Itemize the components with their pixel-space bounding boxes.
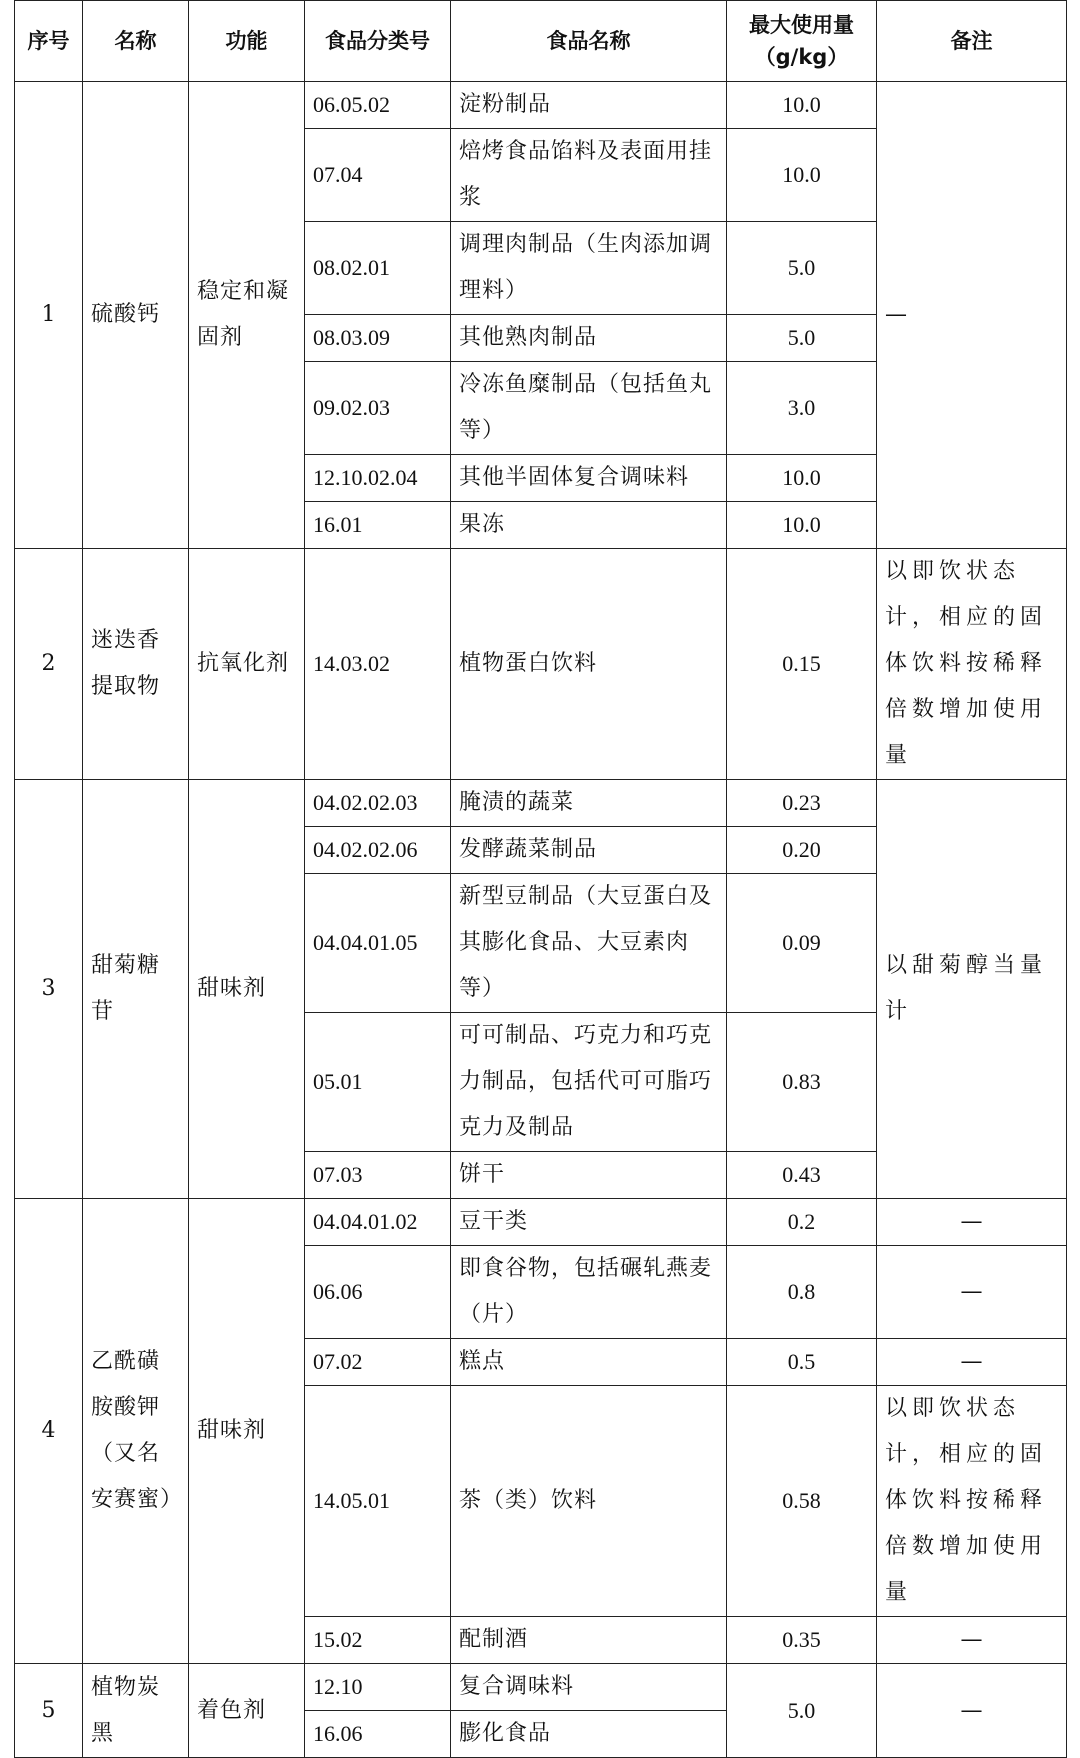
category-code: 04.02.02.06: [305, 827, 451, 874]
max-usage: 0.35: [727, 1617, 877, 1664]
max-usage: 0.2: [727, 1199, 877, 1246]
food-name: 豆干类: [451, 1199, 727, 1246]
max-usage: 10.0: [727, 455, 877, 502]
header-category-code: 食品分类号: [305, 1, 451, 82]
table-row: [15, 1664, 1067, 1711]
row-remark: 以即饮状态计，相应的固体饮料按稀释倍数增加使用量: [877, 1386, 1067, 1617]
food-name: 膨化食品: [451, 1711, 727, 1758]
max-usage: 5.0: [727, 1664, 877, 1758]
category-code: 07.02: [305, 1339, 451, 1386]
group-function: 着色剂: [189, 1664, 305, 1758]
food-name: 饼干: [451, 1152, 727, 1199]
food-name: 即食谷物，包括碾轧燕麦（片）: [451, 1246, 727, 1339]
row-remark: —: [877, 1246, 1067, 1339]
category-code: 14.05.01: [305, 1386, 451, 1617]
category-code: 04.02.02.03: [305, 780, 451, 827]
max-usage: 5.0: [727, 222, 877, 315]
group-function: 甜味剂: [189, 1199, 305, 1664]
group-remark: 以甜菊醇当量计: [877, 780, 1067, 1199]
group-remark: —: [877, 82, 1067, 549]
header-food-name: 食品名称: [451, 1, 727, 82]
additive-table-wrapper: [14, 0, 1067, 1758]
food-name: 腌渍的蔬菜: [451, 780, 727, 827]
food-name: 配制酒: [451, 1617, 727, 1664]
max-usage: 0.8: [727, 1246, 877, 1339]
food-name: 其他熟肉制品: [451, 315, 727, 362]
group-name: 植物炭黑: [83, 1664, 189, 1758]
group-seq: 4: [15, 1199, 83, 1664]
food-name: 冷冻鱼糜制品（包括鱼丸等）: [451, 362, 727, 455]
food-name: 新型豆制品（大豆蛋白及其膨化食品、大豆素肉等）: [451, 874, 727, 1013]
header-max-usage-unit: （g/kg）: [754, 45, 849, 69]
food-name: 可可制品、巧克力和巧克力制品，包括代可可脂巧克力及制品: [451, 1013, 727, 1152]
food-name: 复合调味料: [451, 1664, 727, 1711]
header-max-usage-label: 最大使用量: [749, 13, 854, 37]
category-code: 06.05.02: [305, 82, 451, 129]
category-code: 15.02: [305, 1617, 451, 1664]
group-seq: 1: [15, 82, 83, 549]
food-name: 果冻: [451, 502, 727, 549]
max-usage: 0.20: [727, 827, 877, 874]
food-name: 植物蛋白饮料: [451, 549, 727, 780]
max-usage: 10.0: [727, 82, 877, 129]
max-usage: 10.0: [727, 502, 877, 549]
food-name: 淀粉制品: [451, 82, 727, 129]
category-code: 09.02.03: [305, 362, 451, 455]
row-remark: —: [877, 1199, 1067, 1246]
group-name: 乙酰磺胺酸钾（又名安赛蜜）: [83, 1199, 189, 1664]
group-name: 甜菊糖苷: [83, 780, 189, 1199]
food-name: 发酵蔬菜制品: [451, 827, 727, 874]
category-code: 04.04.01.02: [305, 1199, 451, 1246]
header-function: 功能: [189, 1, 305, 82]
max-usage: 0.58: [727, 1386, 877, 1617]
food-name: 糕点: [451, 1339, 727, 1386]
group-seq: 5: [15, 1664, 83, 1758]
header-seq: 序号: [15, 1, 83, 82]
group-function: 稳定和凝固剂: [189, 82, 305, 549]
group-remark: —: [877, 1664, 1067, 1758]
group-seq: 3: [15, 780, 83, 1199]
group-function: 抗氧化剂: [189, 549, 305, 780]
max-usage: 5.0: [727, 315, 877, 362]
table-row: [15, 82, 1067, 129]
group-function: 甜味剂: [189, 780, 305, 1199]
group-seq: 2: [15, 549, 83, 780]
category-code: 07.03: [305, 1152, 451, 1199]
category-code: 14.03.02: [305, 549, 451, 780]
group-remark: 以即饮状态计，相应的固体饮料按稀释倍数增加使用量: [877, 549, 1067, 780]
max-usage: 0.5: [727, 1339, 877, 1386]
row-remark: —: [877, 1339, 1067, 1386]
table-row: [15, 780, 1067, 827]
category-code: 16.01: [305, 502, 451, 549]
food-name: 其他半固体复合调味料: [451, 455, 727, 502]
max-usage: 0.43: [727, 1152, 877, 1199]
header-max-usage: [727, 1, 877, 82]
max-usage: 0.83: [727, 1013, 877, 1152]
category-code: 12.10: [305, 1664, 451, 1711]
category-code: 05.01: [305, 1013, 451, 1152]
category-code: 12.10.02.04: [305, 455, 451, 502]
category-code: 06.06: [305, 1246, 451, 1339]
row-remark: —: [877, 1617, 1067, 1664]
food-additive-table: [14, 0, 1067, 1758]
header-row: [15, 1, 1067, 82]
category-code: 08.02.01: [305, 222, 451, 315]
max-usage: 0.23: [727, 780, 877, 827]
header-name: 名称: [83, 1, 189, 82]
max-usage: 10.0: [727, 129, 877, 222]
max-usage: 3.0: [727, 362, 877, 455]
header-remark: 备注: [877, 1, 1067, 82]
category-code: 16.06: [305, 1711, 451, 1758]
category-code: 04.04.01.05: [305, 874, 451, 1013]
food-name: 调理肉制品（生肉添加调理料）: [451, 222, 727, 315]
group-name: 硫酸钙: [83, 82, 189, 549]
group-name: 迷迭香提取物: [83, 549, 189, 780]
max-usage: 0.15: [727, 549, 877, 780]
food-name: 茶（类）饮料: [451, 1386, 727, 1617]
max-usage: 0.09: [727, 874, 877, 1013]
table-row: [15, 1199, 1067, 1246]
category-code: 08.03.09: [305, 315, 451, 362]
table-row: [15, 549, 1067, 780]
category-code: 07.04: [305, 129, 451, 222]
food-name: 焙烤食品馅料及表面用挂浆: [451, 129, 727, 222]
